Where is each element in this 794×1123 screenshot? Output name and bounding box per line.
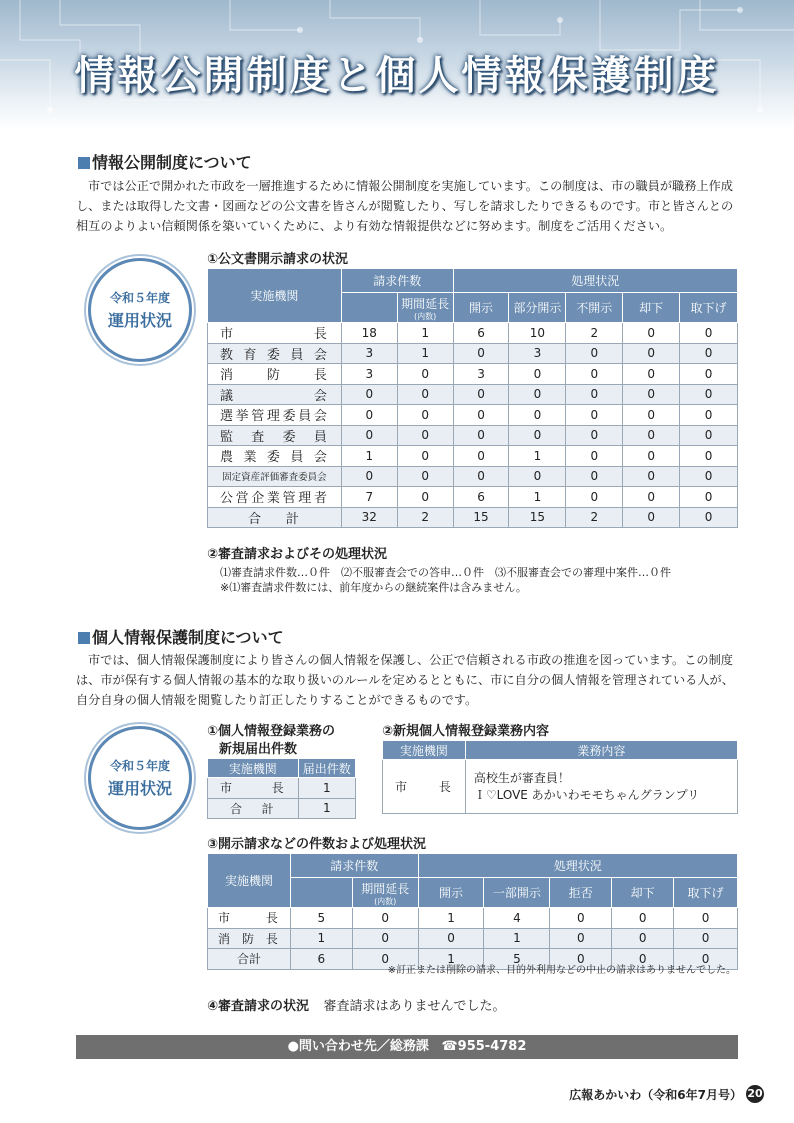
cell-non: 2 <box>566 323 623 344</box>
cell-non: 0 <box>566 364 623 385</box>
cell-wd: 0 <box>680 487 738 508</box>
table-title-registrations-2: 新規届出件数 <box>219 742 298 757</box>
review-counts: ⑴審査請求件数…０件 ⑵不服審査会での答申…０件 ⑶不服審査会での審理中案件…０件 <box>220 566 671 579</box>
cell-req: 0 <box>341 405 397 426</box>
cell-rej: 0 <box>623 323 680 344</box>
cell-dis: 1 <box>418 949 484 970</box>
cell-req: 32 <box>341 507 397 528</box>
cell-wd: 0 <box>680 507 738 528</box>
disclosure-footnote: ※訂正または削除の請求、目的外利用などの中止の請求はありませんでした。 <box>387 965 736 976</box>
table-title-document-requests: ①公文書開示請求の状況 <box>207 252 349 267</box>
cell-dis: 6 <box>453 487 509 508</box>
cell-org: 監査委員 <box>208 425 342 446</box>
cell-dis: 0 <box>453 343 509 364</box>
cell-ref: 0 <box>550 908 612 929</box>
cell-req: 1 <box>341 446 397 467</box>
cell-wd: 0 <box>680 466 738 487</box>
cell-par: 1 <box>484 928 550 949</box>
table-title-registrations: ①個人情報登録業務の <box>207 724 336 739</box>
table-title-disclosure-requests: ③開示請求などの件数および処理状況 <box>207 837 427 852</box>
page-title: 情報公開制度と個人情報保護制度 <box>74 53 720 99</box>
cell-org: 消防長 <box>208 928 291 949</box>
column-header-withdrawn: 取下げ <box>680 293 738 323</box>
cell-non: 0 <box>566 343 623 364</box>
cell-ext: 2 <box>397 507 453 528</box>
cell-org: 合計 <box>208 507 342 528</box>
cell-wd: 0 <box>674 908 738 929</box>
cell-ext: 0 <box>397 446 453 467</box>
cell-non: 0 <box>566 384 623 405</box>
cell-par: 1 <box>509 487 566 508</box>
cell-org: 公営企業管理者 <box>208 487 342 508</box>
disclosure-request-table <box>207 853 738 970</box>
cell-req: 0 <box>341 425 397 446</box>
cell-wd: 0 <box>674 949 738 970</box>
review-footnote: ※⑴審査請求件数には、前年度からの継続案件は含みません。 <box>220 581 527 594</box>
cell-ext: 0 <box>397 405 453 426</box>
fiscal-year-badge: 令和５年度 運用状況 <box>88 258 192 362</box>
column-header-extension: 期間延長 (内数) <box>397 293 453 323</box>
square-bullet-icon <box>78 632 90 644</box>
cell-rej: 0 <box>623 405 680 426</box>
contact-bar: ●問い合わせ先／総務課 ☎955-4782 <box>76 1035 738 1059</box>
cell-par: 0 <box>509 405 566 426</box>
cell-rej: 0 <box>623 487 680 508</box>
cell-wd: 0 <box>680 405 738 426</box>
column-header-disclosed: 開示 <box>418 878 484 908</box>
cell-ref: 0 <box>550 949 612 970</box>
review-status: ④審査請求の状況 審査請求はありませんでした。 <box>207 999 506 1014</box>
column-header-org: 実施機関 <box>208 269 342 323</box>
column-header-nondisclosure: 不開示 <box>566 293 623 323</box>
cell-dis: 0 <box>453 405 509 426</box>
table-row <box>208 908 738 929</box>
cell-wd: 0 <box>680 384 738 405</box>
cell-par: 1 <box>509 446 566 467</box>
cell-ext: 1 <box>397 343 453 364</box>
cell-org: 議会 <box>208 384 342 405</box>
cell-non: 0 <box>566 405 623 426</box>
cell-org: 固定資産評価審査委員会 <box>208 466 342 487</box>
cell-ext: 0 <box>397 425 453 446</box>
cell-dis: 0 <box>418 928 484 949</box>
cell-dis: 6 <box>453 323 509 344</box>
cell-wd: 0 <box>680 343 738 364</box>
cell-ext: 0 <box>352 949 418 970</box>
cell-org: 市長 <box>208 908 291 929</box>
cell-dis: 0 <box>453 466 509 487</box>
column-header-content: 業務内容 <box>465 741 737 760</box>
cell-req: 1 <box>290 928 352 949</box>
registration-count-table <box>207 758 356 819</box>
cell-non: 0 <box>566 446 623 467</box>
cell-rej: 0 <box>623 466 680 487</box>
phone-icon: ☎ <box>441 1039 458 1054</box>
page-number: 20 <box>746 1085 764 1103</box>
cell-ext: 0 <box>397 384 453 405</box>
table-row <box>208 343 738 364</box>
title-banner <box>0 0 794 130</box>
cell-org: 合計 <box>208 949 291 970</box>
column-header-org: 実施機関 <box>208 854 291 908</box>
cell-req: 0 <box>341 466 397 487</box>
cell-par: 5 <box>484 949 550 970</box>
cell-ext: 1 <box>397 323 453 344</box>
table-row <box>208 446 738 467</box>
cell-rej: 0 <box>612 949 674 970</box>
cell-wd: 0 <box>680 364 738 385</box>
publication-name: 広報あかいわ（令和6年7月号） <box>569 1087 742 1102</box>
cell-non: 0 <box>566 466 623 487</box>
cell-org: 選挙管理委員会 <box>208 405 342 426</box>
cell-req: 3 <box>341 343 397 364</box>
cell-rej: 0 <box>623 507 680 528</box>
column-header-disclosed: 開示 <box>453 293 509 323</box>
column-header-extension: 期間延長 (内数) <box>352 878 418 908</box>
cell-rej: 0 <box>612 908 674 929</box>
cell-org: 消防長 <box>208 364 342 385</box>
cell-ext: 0 <box>397 487 453 508</box>
cell-ext: 0 <box>397 466 453 487</box>
cell-wd: 0 <box>674 928 738 949</box>
section-heading-privacy: 個人情報保護制度について <box>78 625 284 648</box>
cell-dis: 0 <box>453 446 509 467</box>
cell-ref: 0 <box>550 928 612 949</box>
cell-par: 15 <box>509 507 566 528</box>
cell-req: 18 <box>341 323 397 344</box>
column-header-processing: 処理状況 <box>418 854 737 878</box>
table-row <box>208 384 738 405</box>
cell-wd: 0 <box>680 425 738 446</box>
cell-par: 0 <box>509 384 566 405</box>
column-header-partial: 部分開示 <box>509 293 566 323</box>
column-header-rejected: 却下 <box>612 878 674 908</box>
column-header-rejected: 却下 <box>623 293 680 323</box>
cell-par: 0 <box>509 466 566 487</box>
cell-dis: 15 <box>453 507 509 528</box>
cell-org: 教育委員会 <box>208 343 342 364</box>
table-row <box>208 425 738 446</box>
cell-ext: 0 <box>352 928 418 949</box>
page-footer <box>569 1085 764 1103</box>
cell-req: 7 <box>341 487 397 508</box>
cell-rej: 0 <box>623 364 680 385</box>
cell-req: 0 <box>341 384 397 405</box>
cell-dis: 3 <box>453 364 509 385</box>
table-row <box>208 323 738 344</box>
cell-rej: 0 <box>623 384 680 405</box>
table-row: 市長 高校生が審査員！ Ｉ♡LOVE あかいわモモちゃんグランプリ <box>383 760 738 814</box>
cell-rej: 0 <box>623 446 680 467</box>
table-row <box>208 364 738 385</box>
cell-rej: 0 <box>612 928 674 949</box>
table-row: 市長 1 <box>208 778 356 799</box>
cell-rej: 0 <box>623 343 680 364</box>
cell-dis: 0 <box>453 384 509 405</box>
registration-content-table <box>382 740 738 814</box>
cell-dis: 1 <box>418 908 484 929</box>
column-header-partial: 一部開示 <box>484 878 550 908</box>
table-row <box>208 487 738 508</box>
cell-par: 0 <box>509 425 566 446</box>
column-header-requests: 請求件数 <box>341 269 453 293</box>
cell-non: 0 <box>566 425 623 446</box>
table-row <box>208 928 738 949</box>
column-header-org: 実施機関 <box>383 741 466 760</box>
review-title: ②審査請求およびその処理状況 <box>207 547 388 562</box>
cell-wd: 0 <box>680 446 738 467</box>
cell-org: 農業委員会 <box>208 446 342 467</box>
cell-wd: 0 <box>680 323 738 344</box>
column-header-requests: 請求件数 <box>290 854 418 878</box>
table-row-total <box>208 507 738 528</box>
table-row-total: 合計 1 <box>208 798 356 819</box>
column-header-refused: 拒否 <box>550 878 612 908</box>
column-header-withdrawn: 取下げ <box>674 878 738 908</box>
section-paragraph-privacy: 市では、個人情報保護制度により皆さんの個人情報を保護し、公正で信頼される市政の推進を図っています。この制度は、市が保有する個人情報の基本的な取り扱いのルールを定めるとともに、市に自分の個人情報を管理されている人が、自分自身の個人情報を閲覧したり訂正したりすることができるものです。 <box>76 653 734 707</box>
cell-req: 3 <box>341 364 397 385</box>
cell-par: 4 <box>484 908 550 929</box>
cell-req: 6 <box>290 949 352 970</box>
cell-par: 0 <box>509 364 566 385</box>
column-header-processing: 処理状況 <box>453 269 737 293</box>
square-bullet-icon <box>78 157 90 169</box>
cell-par: 3 <box>509 343 566 364</box>
cell-par: 10 <box>509 323 566 344</box>
section-paragraph-info-disclosure: 市では公正で開かれた市政を一層推進するために情報公開制度を実施しています。この制度は、市の職員が職務上作成し、または取得した文書・図画などの公文書を皆さんが閲覧したり、写しを請求したりできるものです。市と皆さんとの相互のよりよい信頼関係を築いていくために、より有効な情報提供などに努めます。制度をご活用ください。 <box>76 179 734 233</box>
table-row <box>208 466 738 487</box>
cell-dis: 0 <box>453 425 509 446</box>
section-heading-info-disclosure: 情報公開制度について <box>78 150 252 173</box>
document-request-table <box>207 268 738 528</box>
column-header-org: 実施機関 <box>208 759 299 778</box>
cell-org: 市長 <box>208 323 342 344</box>
table-row <box>208 405 738 426</box>
column-header-count: 届出件数 <box>298 759 355 778</box>
fiscal-year-badge: 令和５年度 運用状況 <box>88 726 192 830</box>
cell-ext: 0 <box>397 364 453 385</box>
cell-req: 5 <box>290 908 352 929</box>
table-title-registration-content: ②新規個人情報登録業務内容 <box>382 724 550 739</box>
cell-non: 0 <box>566 487 623 508</box>
cell-rej: 0 <box>623 425 680 446</box>
cell-ext: 0 <box>352 908 418 929</box>
cell-non: 2 <box>566 507 623 528</box>
